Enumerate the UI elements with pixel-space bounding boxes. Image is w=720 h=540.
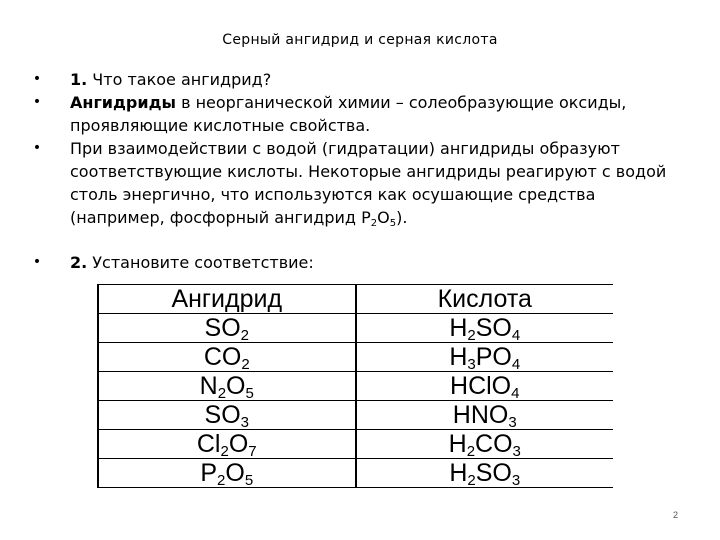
acid-cell: $HNO_3$ xyxy=(356,401,614,430)
definition-term: Ангидриды xyxy=(70,93,176,112)
bullet-question-2 xyxy=(30,251,690,274)
table-row xyxy=(98,372,613,401)
hydration-end: ). xyxy=(396,208,408,227)
anhydride-cell: $SO_2$ xyxy=(98,314,356,343)
table-row xyxy=(98,459,613,488)
question-2-number: 2. xyxy=(70,253,88,272)
table-header-row xyxy=(98,285,613,314)
bullet-icon: • xyxy=(32,71,42,87)
table-row xyxy=(98,343,613,372)
anhydride-cell: $Cl_2O_7$ xyxy=(98,430,356,459)
acid-cell: $H_2CO_3$ xyxy=(356,430,614,459)
definition-text: в неорганической химии – солеобразующие оксиды, проявляющие кислотные свойства. xyxy=(70,93,627,135)
bullet-list xyxy=(30,68,690,274)
hydration-text: При взаимодействии с водой (гидратации) ангидриды образуют соответствующие кислоты. Некоторые ангидриды реагируют с водой столь энергично, что используются как осушающие средства (например, фосфорный ангидрид xyxy=(70,139,667,227)
bullet-icon: • xyxy=(32,254,42,270)
bullet-question-1 xyxy=(30,68,690,91)
anhydride-cell: $N_2O_5$ xyxy=(98,372,356,401)
table-row xyxy=(98,430,613,459)
question-1-number: 1. xyxy=(70,70,88,89)
acid-cell: $H_2SO_3$ xyxy=(356,459,614,488)
matching-table-container xyxy=(97,284,613,510)
bullet-hydration xyxy=(30,137,690,229)
anhydride-cell: $SO_3$ xyxy=(98,401,356,430)
table-row xyxy=(98,401,613,430)
matching-table xyxy=(97,284,613,488)
question-1-text: Что такое ангидрид? xyxy=(87,70,272,89)
acid-cell: HClO$_4$ xyxy=(356,372,614,401)
question-2-text: Установите соответствие: xyxy=(87,253,314,272)
acid-cell: $H_2SO_4$ xyxy=(356,314,614,343)
acid-cell: $H_3PO_4$ xyxy=(356,343,614,372)
slide-title: Серный ангидрид и серная кислота xyxy=(222,32,498,48)
bullet-icon: • xyxy=(32,140,42,156)
header-acid: Кислота xyxy=(356,285,614,314)
hydration-formula: $P_2O_5$ xyxy=(361,208,397,229)
anhydride-cell: $CO_2$ xyxy=(98,343,356,372)
bullet-icon: • xyxy=(32,94,42,110)
table-row xyxy=(98,314,613,343)
page-number: 2 xyxy=(672,510,678,520)
anhydride-cell: $P_2O_5$ xyxy=(98,459,356,488)
header-anhydride: Ангидрид xyxy=(98,285,356,314)
bullet-definition xyxy=(30,91,690,137)
